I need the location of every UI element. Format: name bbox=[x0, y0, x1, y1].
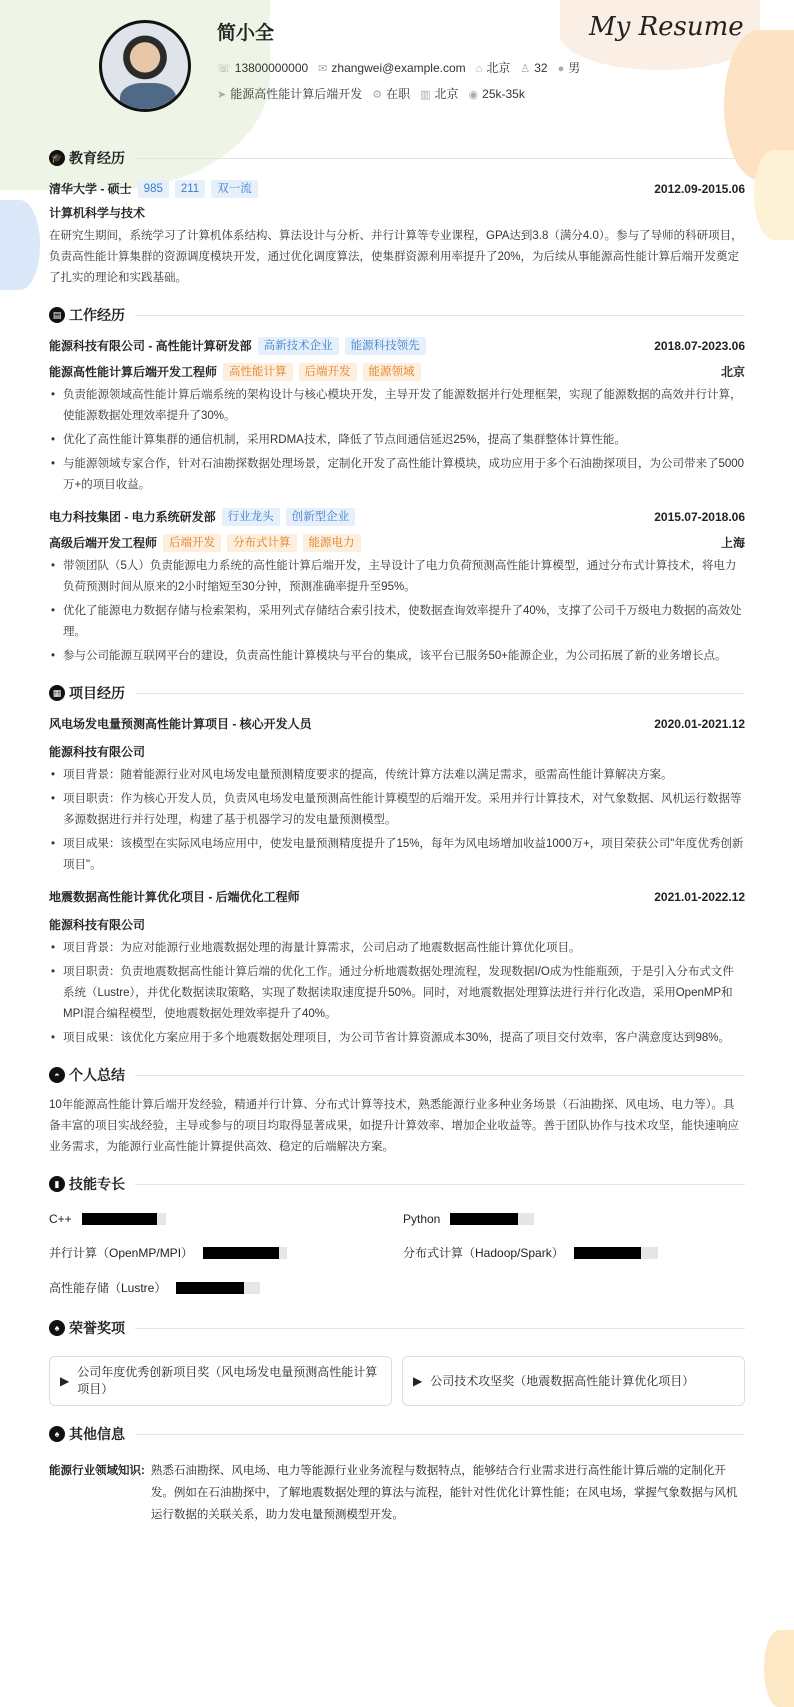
skill-name: 并行计算（OpenMP/MPI） bbox=[49, 1246, 194, 1260]
gender-icon: ● bbox=[557, 63, 565, 75]
job-status: 在职 bbox=[386, 87, 411, 101]
bullet-item: • 项目职责：负责地震数据高性能计算后端的优化工作。通过分析地震数据处理流程，发现数据I/O成为性能瓶颈，于是引入分布式文件系统（Lustre），并优化数据读取策略，实现了数据读取速度提升50%。同时，对地震数据处理算法进行并行化改造，采用OpenMP和MPI混合编程模型，使地震数据处理效率提升了40%。 bbox=[49, 962, 745, 1025]
skill-bar-fill bbox=[574, 1247, 641, 1259]
phone: 13800000000 bbox=[234, 61, 309, 75]
job-intent: 能源高性能计算后端开发 bbox=[230, 87, 363, 101]
chart-icon: ▮ bbox=[49, 1176, 65, 1192]
skill-item bbox=[49, 1212, 391, 1226]
skill-bar bbox=[176, 1282, 260, 1294]
skill-bar bbox=[82, 1213, 166, 1225]
company: 能源科技有限公司 - 高性能计算研发部 bbox=[49, 339, 252, 353]
tag: 能源电力 bbox=[303, 534, 361, 552]
project-org: 能源科技有限公司 bbox=[49, 918, 146, 932]
bullet-item: • 负责能源领域高性能计算后端系统的架构设计与核心模块开发，主导开发了能源数据并行处理框架，实现了能源数据的高效并行计算，使能源数据处理效率提升了30%。 bbox=[49, 385, 745, 427]
age: 32 bbox=[534, 61, 548, 75]
tag: 211 bbox=[175, 180, 205, 198]
section-title: 荣誉奖项 bbox=[69, 1320, 125, 1336]
bullet-item: • 项目成果：该优化方案应用于多个地震数据处理项目，为公司节省计算资源成本30%，提高了项目交付效率，客户满意度达到98%。 bbox=[49, 1028, 745, 1049]
major: 计算机科学与技术 bbox=[49, 206, 146, 220]
info-icon: ♠ bbox=[49, 1426, 65, 1442]
tag: 高性能计算 bbox=[223, 363, 293, 381]
grid-icon: ▦ bbox=[49, 685, 65, 701]
school: 清华大学 - 硕士 bbox=[49, 182, 132, 196]
date: 2012.09-2015.06 bbox=[654, 182, 745, 196]
section-title: 个人总结 bbox=[69, 1067, 125, 1083]
graduation-cap-icon: 🎓 bbox=[49, 150, 65, 166]
bullet-item: • 参与公司能源互联网平台的建设，负责高性能计算模块与平台的集成，该平台已服务50+能源企业，为公司拓展了新的业务增长点。 bbox=[49, 646, 745, 667]
send-icon: ➤ bbox=[217, 89, 227, 101]
tag: 行业龙头 bbox=[222, 508, 280, 526]
bullet-item: • 项目背景：随着能源行业对风电场发电量预测精度要求的提高，传统计算方法难以满足需求，亟需高性能计算解决方案。 bbox=[49, 765, 745, 786]
date: 2021.01-2022.12 bbox=[654, 890, 745, 904]
decor-bottom-flower bbox=[764, 1630, 794, 1707]
city: 上海 bbox=[720, 536, 745, 550]
skill-name: Python bbox=[403, 1212, 441, 1226]
tag: 能源科技领先 bbox=[345, 337, 426, 355]
tag: 双一流 bbox=[211, 180, 258, 198]
bullet-item: • 项目背景：为应对能源行业地震数据处理的海量计算需求，公司启动了地震数据高性能计算优化项目。 bbox=[49, 938, 745, 959]
bullet-item: • 项目职责：作为核心开发人员，负责风电场发电量预测高性能计算模型的后端开发。采用并行计算技术，对气象数据、风机运行数据等多源数据进行并行处理，构建了基于机器学习的发电量预测模型。 bbox=[49, 789, 745, 831]
skill-name: 分布式计算（Hadoop/Spark） bbox=[403, 1246, 564, 1260]
bullet-item: • 项目成果：该模型在实际风电场应用中，使发电量预测精度提升了15%，每年为风电场增加收益1000万+，项目荣获公司"年度优秀创新项目"。 bbox=[49, 834, 745, 876]
age-icon: ♙ bbox=[520, 63, 531, 75]
email: zhangwei@example.com bbox=[331, 61, 466, 75]
home-icon: ⌂ bbox=[475, 63, 483, 75]
my-resume-title: My Resume bbox=[589, 12, 744, 42]
section-education bbox=[49, 146, 745, 170]
resume-header bbox=[49, 0, 745, 132]
section-title: 项目经历 bbox=[69, 685, 125, 701]
bullet-item: • 与能源领域专家合作，针对石油勘探数据处理场景，定制化开发了高性能计算模块，成功应用于多个石油勘探项目，为公司带来了5000万+的项目收益。 bbox=[49, 454, 745, 496]
section-skills bbox=[49, 1172, 745, 1196]
project-name: 地震数据高性能计算优化项目 - 后端优化工程师 bbox=[49, 890, 300, 904]
status-icon: ⚙ bbox=[372, 89, 383, 101]
phone-icon: ☏ bbox=[217, 63, 231, 75]
salary: 25k-35k bbox=[482, 87, 525, 101]
section-title: 教育经历 bbox=[69, 150, 125, 166]
date: 2020.01-2021.12 bbox=[654, 717, 745, 731]
award-label: 公司技术攻坚奖（地震数据高性能计算优化项目） bbox=[430, 1373, 695, 1388]
skill-bar bbox=[203, 1247, 287, 1259]
salary-icon: ◉ bbox=[468, 89, 479, 101]
skill-name: C++ bbox=[49, 1212, 72, 1226]
section-title: 其他信息 bbox=[69, 1426, 125, 1442]
skill-bar bbox=[574, 1247, 658, 1259]
avatar bbox=[99, 20, 191, 112]
skill-bar-fill bbox=[450, 1213, 517, 1225]
skill-bar-fill bbox=[203, 1247, 279, 1259]
section-other bbox=[49, 1422, 745, 1446]
caret-right-icon: ▶ bbox=[413, 1373, 423, 1388]
company: 电力科技集团 - 电力系统研发部 bbox=[49, 510, 216, 524]
other-value: 熟悉石油勘探、风电场、电力等能源行业业务流程与数据特点，能够结合行业需求进行高性能计算后端的定制化开发。例如在石油勘探中，了解地震数据处理的算法与流程，能针对性优化计算性能；在风电场，掌握气象数据与风机运行数据的关联关系，助力发电量预测模型开发。 bbox=[150, 1465, 738, 1521]
section-title: 技能专长 bbox=[69, 1176, 125, 1192]
section-title: 工作经历 bbox=[69, 307, 125, 323]
bullet-item: • 优化了高性能计算集群的通信机制，采用RDMA技术，降低了节点间通信延迟25%，提高了集群整体计算性能。 bbox=[49, 430, 745, 451]
skill-item bbox=[403, 1212, 745, 1226]
date: 2015.07-2018.06 bbox=[654, 510, 745, 524]
tag: 985 bbox=[138, 180, 169, 198]
section-awards bbox=[49, 1316, 745, 1340]
tag: 后端开发 bbox=[163, 534, 221, 552]
role: 高级后端开发工程师 bbox=[49, 536, 158, 550]
city: 北京 bbox=[720, 365, 745, 379]
summary-text: 10年能源高性能计算后端开发经验，精通并行计算、分布式计算等技术，熟悉能源行业多种业务场景（石油勘探、风电场、电力等）。具备丰富的项目实战经验，主导或参与的项目均取得显著成果，如提升计算效率、增加企业收益等。善于团队协作与技术攻坚，能快速响应业务需求，为能源行业高性能计算提供高效、稳定的后端解决方案。 bbox=[49, 1099, 739, 1153]
education-desc: 在研究生期间，系统学习了计算机体系结构、算法设计与分析、并行计算等专业课程，GPA达到3.8（满分4.0）。参与了导师的科研项目，负责高性能计算集群的资源调度模块开发，通过优化调度算法，使集群资源利用率提升了20%，为后续从事能源高性能计算后端开发奠定了扎实的理论和实践基础。 bbox=[49, 230, 743, 284]
project-entry bbox=[49, 715, 745, 876]
building-icon: ▥ bbox=[420, 89, 431, 101]
bullet-item: • 带领团队（5人）负责能源电力系统的高性能计算后端开发，主导设计了电力负荷预测高性能计算模型，通过分布式计算技术，将电力负荷预测时间从原来的2小时缩短至30分钟，预测准确率提升至95%。 bbox=[49, 556, 745, 598]
role: 能源高性能计算后端开发工程师 bbox=[49, 365, 218, 379]
skill-item bbox=[49, 1244, 391, 1261]
briefcase-icon: ▤ bbox=[49, 307, 65, 323]
section-work bbox=[49, 303, 745, 327]
skill-name: 高性能存储（Lustre） bbox=[49, 1281, 167, 1295]
candidate-name: 简小全 bbox=[217, 23, 275, 44]
skill-bar bbox=[450, 1213, 534, 1225]
tag: 分布式计算 bbox=[227, 534, 297, 552]
mail-icon: ✉ bbox=[318, 63, 328, 75]
skill-bar-fill bbox=[82, 1213, 158, 1225]
project-entry bbox=[49, 888, 745, 1049]
user-icon: ◓ bbox=[49, 1067, 65, 1083]
tag: 能源领域 bbox=[363, 363, 421, 381]
other-key: 能源行业领域知识: bbox=[49, 1465, 145, 1477]
work-entry bbox=[49, 337, 745, 496]
award-item[interactable] bbox=[49, 1356, 392, 1406]
location: 北京 bbox=[486, 61, 511, 75]
work-entry bbox=[49, 508, 745, 667]
gender: 男 bbox=[568, 61, 581, 75]
tag: 高新技术企业 bbox=[258, 337, 339, 355]
award-item[interactable] bbox=[402, 1356, 745, 1406]
tag: 创新型企业 bbox=[286, 508, 356, 526]
project-name: 风电场发电量预测高性能计算项目 - 核心开发人员 bbox=[49, 717, 312, 731]
award-label: 公司年度优秀创新项目奖（风电场发电量预测高性能计算项目） bbox=[77, 1365, 378, 1396]
skill-item bbox=[49, 1279, 391, 1296]
award-icon: ♠ bbox=[49, 1320, 65, 1336]
skill-bar-fill bbox=[176, 1282, 243, 1294]
date: 2018.07-2023.06 bbox=[654, 339, 745, 353]
tag: 后端开发 bbox=[299, 363, 357, 381]
caret-right-icon: ▶ bbox=[60, 1373, 70, 1388]
section-summary bbox=[49, 1063, 745, 1087]
section-projects bbox=[49, 681, 745, 705]
skill-item bbox=[403, 1244, 745, 1261]
bullet-item: • 优化了能源电力数据存储与检索架构，采用列式存储结合索引技术，使数据查询效率提升了40%，支撑了公司千万级电力数据的高效处理。 bbox=[49, 601, 745, 643]
project-org: 能源科技有限公司 bbox=[49, 745, 146, 759]
target-city: 北京 bbox=[434, 87, 459, 101]
